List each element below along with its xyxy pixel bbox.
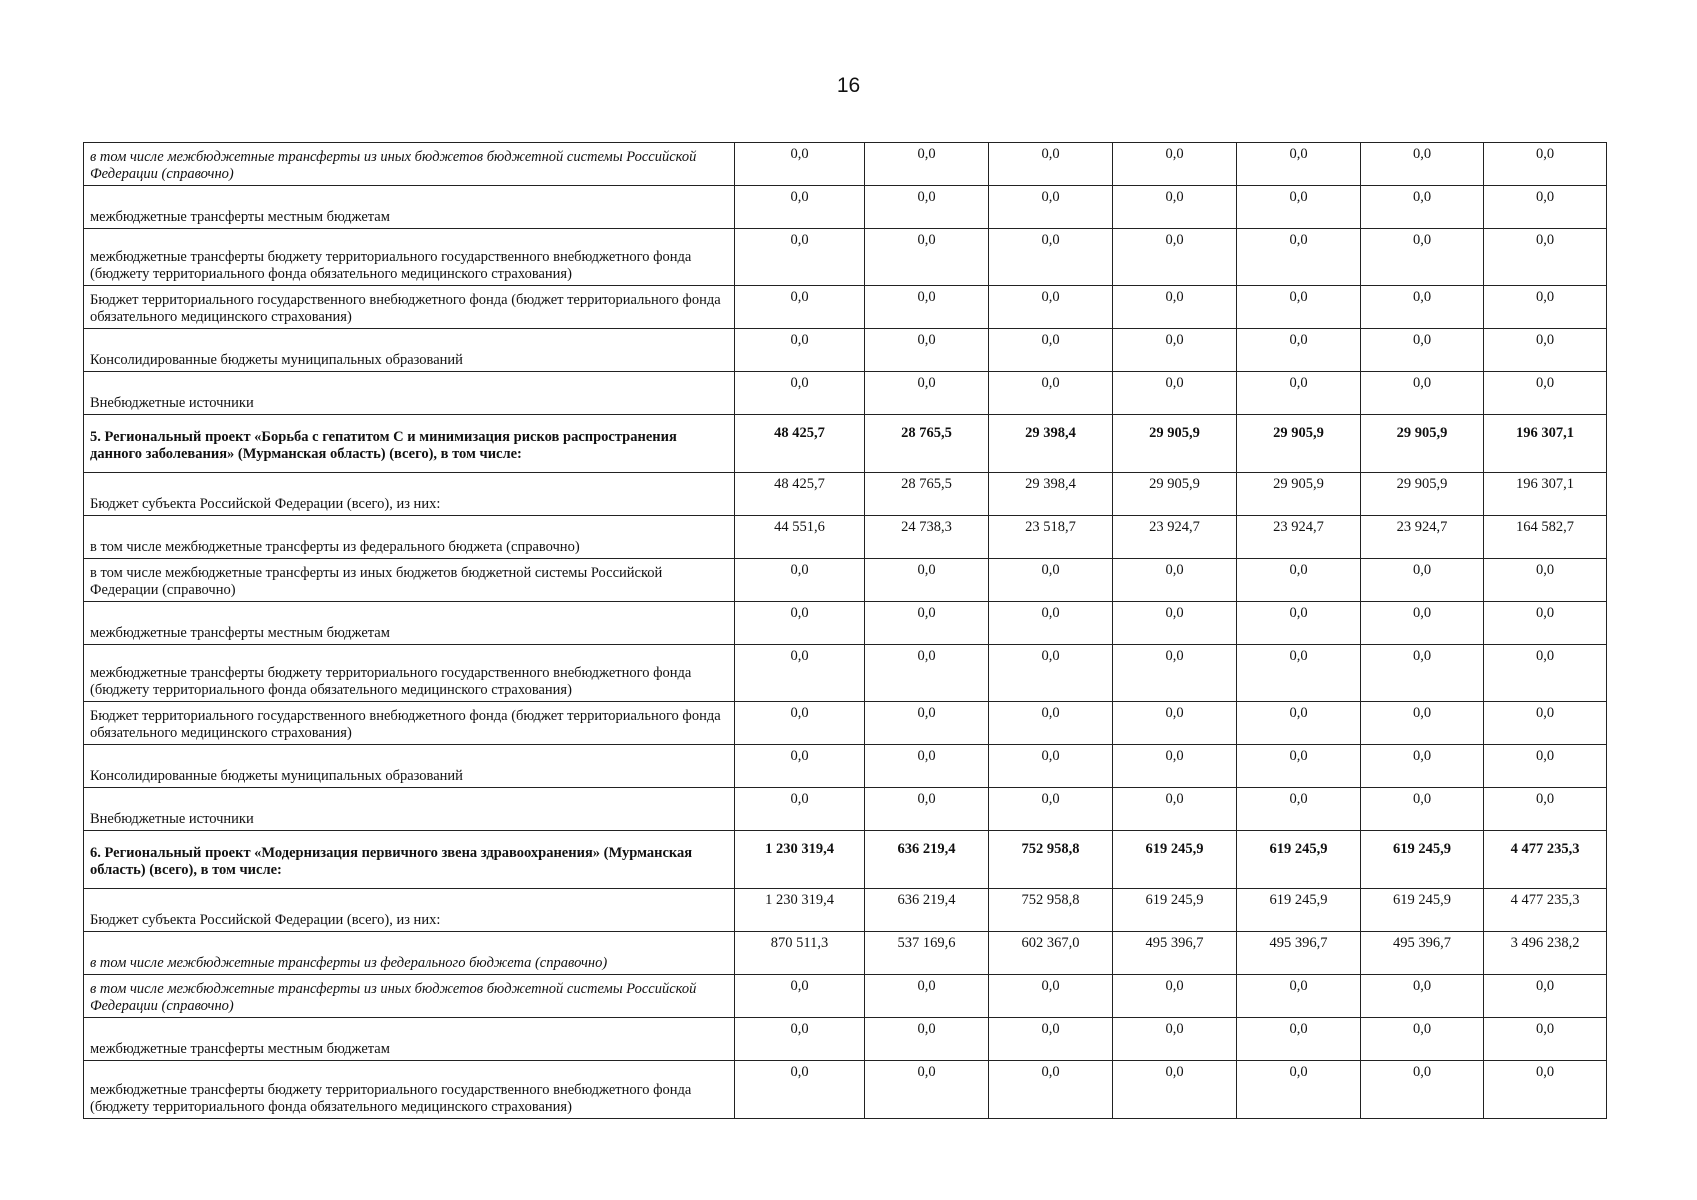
value-cell: 0,0 [735, 286, 865, 329]
value-cell: 619 245,9 [1361, 831, 1484, 889]
value-cell: 0,0 [1484, 229, 1607, 286]
table-row [84, 229, 1607, 286]
table-row [84, 473, 1607, 516]
table-row [84, 831, 1607, 889]
value-cell: 0,0 [1484, 602, 1607, 645]
value-cell: 0,0 [1484, 186, 1607, 229]
value-cell: 0,0 [1237, 559, 1361, 602]
value-cell: 0,0 [1113, 602, 1237, 645]
value-cell: 0,0 [1237, 975, 1361, 1018]
value-cell: 0,0 [989, 143, 1113, 186]
value-cell: 4 477 235,3 [1484, 831, 1607, 889]
value-cell: 0,0 [735, 186, 865, 229]
value-cell: 0,0 [1484, 559, 1607, 602]
value-cell: 0,0 [865, 702, 989, 745]
value-cell: 0,0 [1113, 372, 1237, 415]
page-number: 16 [836, 74, 861, 97]
value-cell: 0,0 [1113, 559, 1237, 602]
value-cell: 29 398,4 [989, 473, 1113, 516]
table-row [84, 415, 1607, 473]
value-cell: 0,0 [735, 372, 865, 415]
value-cell: 196 307,1 [1484, 415, 1607, 473]
value-cell: 0,0 [989, 372, 1113, 415]
row-label: 6. Региональный проект «Модернизация первичного звена здравоохранения» (Мурманская область) (всего), в том числе: [84, 831, 735, 889]
value-cell: 0,0 [1113, 1018, 1237, 1061]
value-cell: 0,0 [865, 329, 989, 372]
value-cell: 1 230 319,4 [735, 889, 865, 932]
value-cell: 29 905,9 [1361, 473, 1484, 516]
value-cell: 495 396,7 [1361, 932, 1484, 975]
value-cell: 28 765,5 [865, 473, 989, 516]
row-label: межбюджетные трансферты бюджету территориального государственного внебюджетного фонда (бюджету территориального фонда обязательного медицинского страхования) [84, 645, 735, 702]
value-cell: 0,0 [1237, 1018, 1361, 1061]
value-cell: 0,0 [865, 788, 989, 831]
value-cell: 0,0 [865, 645, 989, 702]
row-label: Бюджет территориального государственного внебюджетного фонда (бюджет территориального фонда обязательного медицинского страхования) [84, 702, 735, 745]
value-cell: 752 958,8 [989, 831, 1113, 889]
value-cell: 495 396,7 [1113, 932, 1237, 975]
value-cell: 48 425,7 [735, 473, 865, 516]
table-row [84, 372, 1607, 415]
value-cell: 619 245,9 [1237, 831, 1361, 889]
value-cell: 619 245,9 [1113, 889, 1237, 932]
value-cell: 0,0 [735, 329, 865, 372]
table-row [84, 1061, 1607, 1119]
value-cell: 0,0 [735, 602, 865, 645]
row-label: Внебюджетные источники [84, 788, 735, 831]
value-cell: 0,0 [989, 559, 1113, 602]
table-row [84, 1018, 1607, 1061]
row-label: в том числе межбюджетные трансферты из федерального бюджета (справочно) [84, 516, 735, 559]
value-cell: 0,0 [1361, 702, 1484, 745]
value-cell: 29 905,9 [1237, 473, 1361, 516]
value-cell: 0,0 [1113, 645, 1237, 702]
value-cell: 870 511,3 [735, 932, 865, 975]
value-cell: 0,0 [989, 602, 1113, 645]
table-row [84, 143, 1607, 186]
row-label: межбюджетные трансферты бюджету территориального государственного внебюджетного фонда (бюджету территориального фонда обязательного медицинского страхования) [84, 229, 735, 286]
value-cell: 0,0 [865, 143, 989, 186]
table-row [84, 186, 1607, 229]
value-cell: 0,0 [1361, 329, 1484, 372]
value-cell: 0,0 [989, 1018, 1113, 1061]
value-cell: 0,0 [1361, 143, 1484, 186]
table-row [84, 602, 1607, 645]
value-cell: 0,0 [865, 186, 989, 229]
value-cell: 0,0 [989, 186, 1113, 229]
value-cell: 0,0 [1484, 975, 1607, 1018]
value-cell: 0,0 [1113, 329, 1237, 372]
value-cell: 0,0 [989, 702, 1113, 745]
value-cell: 0,0 [1361, 645, 1484, 702]
value-cell: 0,0 [989, 1061, 1113, 1119]
value-cell: 28 765,5 [865, 415, 989, 473]
row-label: межбюджетные трансферты бюджету территориального государственного внебюджетного фонда (бюджету территориального фонда обязательного медицинского страхования) [84, 1061, 735, 1119]
value-cell: 0,0 [1237, 745, 1361, 788]
value-cell: 0,0 [865, 975, 989, 1018]
value-cell: 0,0 [735, 1061, 865, 1119]
row-label: Внебюджетные источники [84, 372, 735, 415]
value-cell: 0,0 [865, 286, 989, 329]
value-cell: 0,0 [1237, 229, 1361, 286]
value-cell: 619 245,9 [1237, 889, 1361, 932]
value-cell: 0,0 [1484, 143, 1607, 186]
table-row [84, 516, 1607, 559]
row-label: межбюджетные трансферты местным бюджетам [84, 602, 735, 645]
row-label: Бюджет территориального государственного внебюджетного фонда (бюджет территориального фонда обязательного медицинского страхования) [84, 286, 735, 329]
row-label: в том числе межбюджетные трансферты из иных бюджетов бюджетной системы Российской Федерации (справочно) [84, 559, 735, 602]
value-cell: 0,0 [1361, 1061, 1484, 1119]
value-cell: 0,0 [1237, 788, 1361, 831]
value-cell: 0,0 [865, 602, 989, 645]
value-cell: 29 905,9 [1361, 415, 1484, 473]
value-cell: 0,0 [1113, 745, 1237, 788]
value-cell: 0,0 [989, 975, 1113, 1018]
value-cell: 29 905,9 [1113, 473, 1237, 516]
value-cell: 0,0 [735, 975, 865, 1018]
table-row [84, 788, 1607, 831]
value-cell: 537 169,6 [865, 932, 989, 975]
value-cell: 0,0 [989, 788, 1113, 831]
value-cell: 619 245,9 [1113, 831, 1237, 889]
value-cell: 0,0 [1361, 602, 1484, 645]
value-cell: 0,0 [735, 559, 865, 602]
value-cell: 0,0 [1237, 1061, 1361, 1119]
value-cell: 0,0 [1237, 329, 1361, 372]
value-cell: 29 905,9 [1113, 415, 1237, 473]
value-cell: 0,0 [1361, 372, 1484, 415]
value-cell: 0,0 [735, 229, 865, 286]
value-cell: 4 477 235,3 [1484, 889, 1607, 932]
value-cell: 0,0 [1361, 745, 1484, 788]
value-cell: 0,0 [1484, 372, 1607, 415]
row-label: в том числе межбюджетные трансферты из федерального бюджета (справочно) [84, 932, 735, 975]
value-cell: 0,0 [1113, 975, 1237, 1018]
row-label: Бюджет субъекта Российской Федерации (всего), из них: [84, 889, 735, 932]
value-cell: 636 219,4 [865, 831, 989, 889]
table-row [84, 645, 1607, 702]
table-row [84, 702, 1607, 745]
value-cell: 0,0 [1113, 1061, 1237, 1119]
value-cell: 0,0 [1113, 788, 1237, 831]
value-cell: 0,0 [989, 286, 1113, 329]
value-cell: 0,0 [1484, 1061, 1607, 1119]
value-cell: 0,0 [865, 372, 989, 415]
value-cell: 0,0 [1484, 286, 1607, 329]
value-cell: 0,0 [735, 645, 865, 702]
table-row [84, 975, 1607, 1018]
value-cell: 0,0 [865, 1061, 989, 1119]
value-cell: 0,0 [989, 645, 1113, 702]
value-cell: 0,0 [1237, 143, 1361, 186]
value-cell: 0,0 [1237, 645, 1361, 702]
value-cell: 24 738,3 [865, 516, 989, 559]
table-row [84, 745, 1607, 788]
value-cell: 0,0 [735, 143, 865, 186]
row-label: Консолидированные бюджеты муниципальных образований [84, 329, 735, 372]
value-cell: 23 924,7 [1361, 516, 1484, 559]
value-cell: 0,0 [1361, 559, 1484, 602]
table-row [84, 889, 1607, 932]
value-cell: 0,0 [1361, 788, 1484, 831]
value-cell: 0,0 [989, 745, 1113, 788]
value-cell: 23 924,7 [1237, 516, 1361, 559]
value-cell: 44 551,6 [735, 516, 865, 559]
budget-table [83, 142, 1607, 1119]
value-cell: 0,0 [1237, 702, 1361, 745]
value-cell: 0,0 [735, 702, 865, 745]
row-label: 5. Региональный проект «Борьба с гепатитом С и минимизация рисков распространения данного заболевания» (Мурманская область) (всего), в том числе: [84, 415, 735, 473]
value-cell: 0,0 [1113, 702, 1237, 745]
value-cell: 0,0 [1113, 186, 1237, 229]
value-cell: 0,0 [1237, 286, 1361, 329]
table-row [84, 932, 1607, 975]
value-cell: 0,0 [1484, 329, 1607, 372]
row-label: в том числе межбюджетные трансферты из иных бюджетов бюджетной системы Российской Федерации (справочно) [84, 143, 735, 186]
value-cell: 29 398,4 [989, 415, 1113, 473]
value-cell: 602 367,0 [989, 932, 1113, 975]
value-cell: 0,0 [1484, 645, 1607, 702]
value-cell: 636 219,4 [865, 889, 989, 932]
value-cell: 0,0 [865, 745, 989, 788]
value-cell: 0,0 [1361, 229, 1484, 286]
value-cell: 619 245,9 [1361, 889, 1484, 932]
value-cell: 0,0 [1237, 372, 1361, 415]
table-body [84, 143, 1607, 1119]
value-cell: 0,0 [989, 229, 1113, 286]
row-label: межбюджетные трансферты местным бюджетам [84, 1018, 735, 1061]
value-cell: 0,0 [865, 1018, 989, 1061]
value-cell: 0,0 [1113, 286, 1237, 329]
value-cell: 0,0 [1113, 229, 1237, 286]
value-cell: 0,0 [1361, 975, 1484, 1018]
value-cell: 0,0 [1237, 602, 1361, 645]
value-cell: 0,0 [1361, 286, 1484, 329]
row-label: Бюджет субъекта Российской Федерации (всего), из них: [84, 473, 735, 516]
value-cell: 0,0 [1237, 186, 1361, 229]
value-cell: 0,0 [1484, 745, 1607, 788]
row-label: межбюджетные трансферты местным бюджетам [84, 186, 735, 229]
row-label: в том числе межбюджетные трансферты из иных бюджетов бюджетной системы Российской Федерации (справочно) [84, 975, 735, 1018]
value-cell: 752 958,8 [989, 889, 1113, 932]
row-label: Консолидированные бюджеты муниципальных образований [84, 745, 735, 788]
value-cell: 0,0 [1361, 186, 1484, 229]
value-cell: 0,0 [735, 1018, 865, 1061]
value-cell: 0,0 [1361, 1018, 1484, 1061]
value-cell: 0,0 [865, 229, 989, 286]
value-cell: 0,0 [1484, 1018, 1607, 1061]
value-cell: 164 582,7 [1484, 516, 1607, 559]
table-row [84, 559, 1607, 602]
value-cell: 0,0 [989, 329, 1113, 372]
value-cell: 48 425,7 [735, 415, 865, 473]
value-cell: 0,0 [1113, 143, 1237, 186]
value-cell: 196 307,1 [1484, 473, 1607, 516]
value-cell: 29 905,9 [1237, 415, 1361, 473]
value-cell: 0,0 [1484, 788, 1607, 831]
value-cell: 0,0 [865, 559, 989, 602]
value-cell: 23 924,7 [1113, 516, 1237, 559]
value-cell: 0,0 [735, 745, 865, 788]
value-cell: 1 230 319,4 [735, 831, 865, 889]
table-row [84, 329, 1607, 372]
value-cell: 23 518,7 [989, 516, 1113, 559]
value-cell: 3 496 238,2 [1484, 932, 1607, 975]
table-row [84, 286, 1607, 329]
value-cell: 0,0 [1484, 702, 1607, 745]
value-cell: 0,0 [735, 788, 865, 831]
value-cell: 495 396,7 [1237, 932, 1361, 975]
